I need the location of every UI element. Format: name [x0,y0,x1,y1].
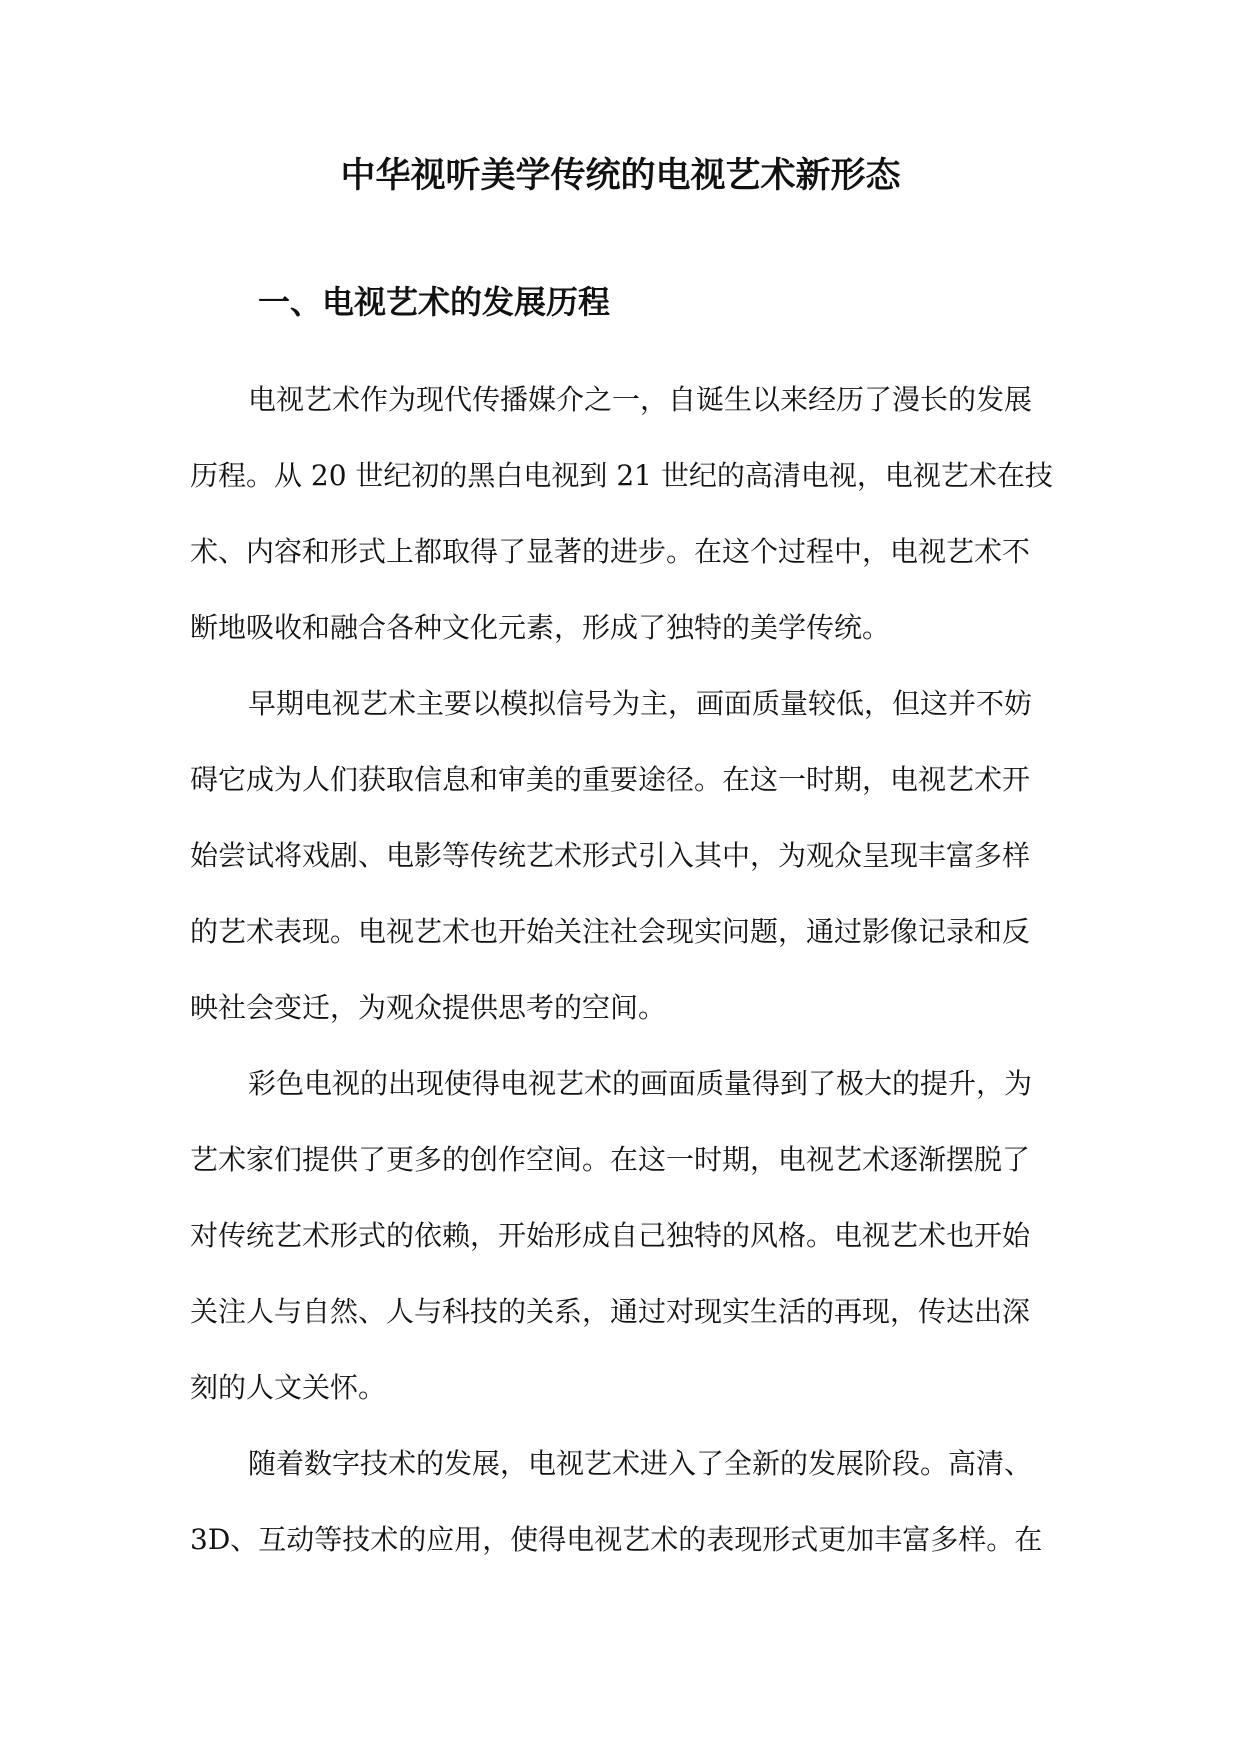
paragraph [190,666,1058,1046]
paragraph [190,1046,1058,1426]
text-line: 刻的人文关怀。 [190,1371,387,1404]
text-line: 始尝试将戏剧、电影等传统艺术形式引入其中，为观众呈现丰富多样 [190,839,1031,872]
text-line: 早期电视艺术主要以模拟信号为主，画面质量较低，但这并不妨 [248,687,1033,720]
text-line: 关注人与自然、人与科技的关系，通过对现实生活的再现，传达出深 [190,1295,1031,1328]
text-line: 碍它成为人们获取信息和审美的重要途径。在这一时期，电视艺术开 [190,763,1031,796]
text-line: 电视艺术作为现代传播媒介之一，自诞生以来经历了漫长的发展 [248,383,1033,416]
paragraph [190,362,1058,666]
text-line: 艺术家们提供了更多的创作空间。在这一时期，电视艺术逐渐摆脱了 [190,1143,1031,1176]
text-line: 术、内容和形式上都取得了显著的进步。在这个过程中，电视艺术不 [190,535,1031,568]
document-title: 中华视听美学传统的电视艺术新形态 [340,155,901,196]
text-line: 随着数字技术的发展，电视艺术进入了全新的发展阶段。高清、 [248,1447,1033,1480]
text-line: 对传统艺术形式的依赖，开始形成自己独特的风格。电视艺术也开始 [190,1219,1031,1252]
text-line: 历程。从 20 世纪初的黑白电视到 21 世纪的高清电视，电视艺术在技 [190,459,1053,492]
section-heading: 一、电视艺术的发展历程 [258,283,611,321]
text-line: 彩色电视的出现使得电视艺术的画面质量得到了极大的提升，为 [248,1067,1033,1100]
text-line: 3D、互动等技术的应用，使得电视艺术的表现形式更加丰富多样。在 [190,1523,1043,1556]
text-line: 断地吸收和融合各种文化元素，形成了独特的美学传统。 [190,611,891,644]
body-text [190,362,1058,1578]
paragraph [190,1426,1058,1578]
text-line: 的艺术表现。电视艺术也开始关注社会现实问题，通过影像记录和反 [190,915,1031,948]
text-line: 映社会变迁，为观众提供思考的空间。 [190,991,667,1024]
